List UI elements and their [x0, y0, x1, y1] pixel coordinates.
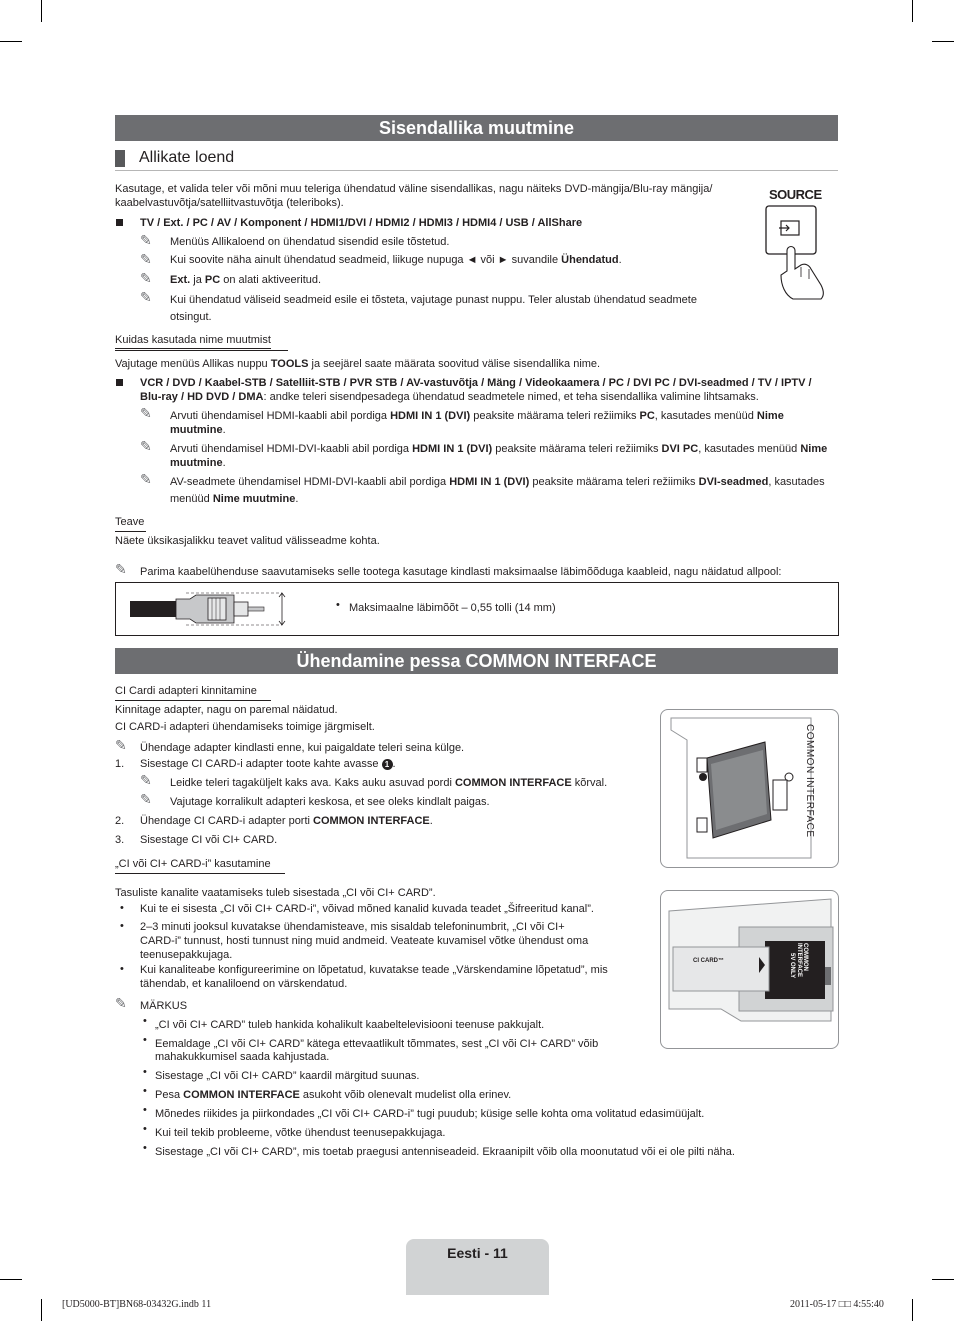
- cable-note: Parima kaabelühenduse saavutamiseks selle tootega kasutage kindlasti maksimaalse läbimõõduga kaableid, nagu näidatud allpool:: [140, 566, 782, 578]
- remark: Pesa COMMON INTERFACE asukoht võib olenevalt mudelist olla erinev.: [155, 1089, 512, 1101]
- use-bullet-cont: tähendab, et kanaliloend on värskendatud.: [140, 978, 348, 990]
- use-bullet-cont: teenusepakkujaga.: [140, 949, 233, 961]
- section-title-input-source: Sisendallika muutmine: [115, 115, 838, 141]
- bullet-dot: •: [143, 1123, 147, 1135]
- step-3: Sisestage CI või CI+ CARD.: [140, 834, 278, 846]
- note-text: Kui ühendatud väliseid seadmeid esile ei tõsteta, vajutage punast nuppu. Teler alustab ühendatud seadmete: [170, 294, 697, 306]
- rename-note-1: Arvuti ühendamisel HDMI-kaabli abil pordiga HDMI IN 1 (DVI) peaksite määrama teleri režiimiks PC, kasutades menüüd Nime: [170, 410, 784, 422]
- heading-underline: [115, 873, 285, 874]
- source-list: TV / Ext. / PC / AV / Komponent / HDMI1/DVI / HDMI2 / HDMI3 / HDMI4 / USB / AllShare: [140, 217, 583, 229]
- intro-line-1: Kasutage, et valida teler või mõni muu teleriga ühendatud väline sisendallikas, nagu näiteks DVD-mängija/Blu-ray mängija/: [115, 183, 713, 195]
- note-icon: ✎: [140, 438, 152, 454]
- bullet-dot: •: [143, 1066, 147, 1078]
- note-text: Kui soovite näha ainult ühendatud seadmeid, liikuge nupuga ◄ või ► suvandile Ühendatud.: [170, 254, 622, 266]
- remark: Kui teil tekib probleeme, võtke ühendust teenusepakkujaga.: [155, 1127, 446, 1139]
- heading-underline: [115, 531, 146, 532]
- page-label: Eesti - 11: [447, 1245, 508, 1261]
- ci-card-illustration: [661, 891, 838, 1048]
- bullet-dot: •: [336, 599, 340, 611]
- use-bullet: Kui te ei sisesta „CI või CI+ CARD-i”, võivad mõned kanalid kuvada teadet „Šifreeritud kanal”.: [140, 903, 594, 915]
- step-1-note-2: Vajutage korralikult adapteri keskosa, et see oleks kindlalt paigas.: [170, 796, 490, 808]
- note-icon: ✎: [115, 995, 127, 1011]
- ci-card-diagram: [660, 890, 839, 1049]
- rename-note-2-cont: muutmine.: [170, 457, 226, 469]
- note-text: Ext. ja PC on alati aktiveeritud.: [170, 274, 322, 286]
- cable-icon: [130, 589, 290, 629]
- crop-mark: [932, 41, 954, 42]
- source-button-illustration: [765, 185, 835, 300]
- info-heading: Teave: [115, 516, 145, 528]
- step-number: 2.: [115, 815, 125, 827]
- remark: „CI või CI+ CARD” tuleb hankida kohalikult kaabeltelevisiooni teenuse pakkujalt.: [155, 1019, 545, 1031]
- bullet-dot: •: [143, 1142, 147, 1154]
- remark: Sisestage „CI või CI+ CARD” kaardil märgitud suunas.: [155, 1070, 420, 1082]
- subsection-title: Allikate loend: [139, 149, 235, 166]
- step-1: Sisestage CI CARD-i adapter toote kahte avasse 1 .: [140, 758, 396, 770]
- ci-port-label: COMMON INTERFACE: [796, 943, 808, 978]
- bullet-dot: •: [120, 963, 124, 975]
- crop-mark: [41, 0, 42, 22]
- note-icon: ✎: [140, 270, 152, 286]
- cable-spec: Maksimaalne läbimõõt – 0,55 tolli (14 mm): [349, 602, 556, 614]
- use-bullet-cont: CARD-i” tunnust, hosti tunnust ning muid andmeid. Veateate kuvamisel võtke ühendust oma: [140, 935, 589, 947]
- crop-mark: [0, 41, 22, 42]
- note-icon: ✎: [140, 772, 152, 788]
- remark-label: MÄRKUS: [140, 1000, 188, 1012]
- source-button-icon: [765, 205, 835, 300]
- step-2: Ühendage CI CARD-i adapter porti COMMON INTERFACE.: [140, 815, 433, 827]
- remark-cont: mahakukkumisel saada kahjustada.: [155, 1051, 330, 1063]
- note-icon: ✎: [115, 737, 127, 753]
- note-icon: ✎: [140, 791, 152, 807]
- rename-note-3-cont: menüüd Nime muutmine.: [170, 493, 299, 505]
- device-list-cont: Blu-ray / HD DVD / DMA: andke teleri sisendpesadega ühendatud seadmetele nimed, et teha sisendallika valimine lihtsamaks.: [140, 391, 759, 403]
- note-icon: ✎: [140, 289, 152, 305]
- use-bullet: 2–3 minuti jooksul kuvatakse ühendamisteave, mis sisaldab telefoninumbrit, „CI või CI+: [140, 921, 565, 933]
- cable-spec-box: [115, 582, 839, 636]
- note-icon: ✎: [140, 405, 152, 421]
- remark: Mõnedes riikides ja piirkondades „CI või CI+ CARD-i” tugi puudub; küsige selle kohta oma volitatud edasimüüjalt.: [155, 1108, 705, 1120]
- use-intro: Tasuliste kanalite vaatamiseks tuleb sisestada „CI või CI+ CARD”.: [115, 887, 436, 899]
- rename-note-3: AV-seadmete ühendamisel HDMI-DVI-kaabli abil pordiga HDMI IN 1 (DVI) peaksite määrama teleri režiimiks DVI-seadmed, kasutades: [170, 476, 825, 488]
- crop-mark: [912, 0, 913, 22]
- bullet-dot: •: [143, 1104, 147, 1116]
- bullet-dot: •: [120, 902, 124, 914]
- ci-card-label: CI CARD™: [693, 958, 724, 964]
- remark: Eemaldage „CI või CI+ CARD” kätega ettevaatlikult tõmmates, sest „CI või CI+ CARD” võib: [155, 1038, 599, 1050]
- note-text: Menüüs Allikaloend on ühendatud sisendid esile tõstetud.: [170, 236, 450, 248]
- bullet-dot: •: [143, 1085, 147, 1097]
- step-badge: 1: [382, 759, 393, 770]
- subsection-marker: [115, 150, 125, 167]
- note-icon: ✎: [140, 471, 152, 487]
- device-list: VCR / DVD / Kaabel-STB / Satelliit-STB / PVR STB / AV-vastuvõtja / Mäng / Videokaamera / PC / DVI PC / DVI-seadmed / TV / IPTV /: [140, 377, 812, 389]
- crop-mark: [41, 1299, 42, 1321]
- step-1-note-1: Leidke teleri tagaküljelt kaks ava. Kaks auku asuvad pordi COMMON INTERFACE kõrval.: [170, 777, 608, 789]
- rename-note-2: Arvuti ühendamisel HDMI-DVI-kaabli abil pordiga HDMI IN 1 (DVI) peaksite määrama teleri režiimiks DVI PC, kasutades menüüd Nime: [170, 443, 828, 455]
- attach-text-2: CI CARD-i adapteri ühendamiseks toimige järgmiselt.: [115, 721, 375, 733]
- ci-adapter-diagram: [660, 709, 839, 868]
- use-bullet: Kui kanaliteabe konfigureerimine on lõpetatud, kuvatakse teade „Värskendamine lõpetatud”, mis: [140, 964, 608, 976]
- date-info: 2011-05-17 □□ 4:55:40: [790, 1299, 884, 1310]
- file-info: [UD5000-BT]BN68-03432G.indb 11: [62, 1299, 212, 1310]
- rename-note-1-cont: muutmine.: [170, 424, 226, 436]
- use-heading: „CI või CI+ CARD-i” kasutamine: [115, 858, 271, 870]
- step-number: 1.: [115, 758, 125, 770]
- note-text-cont: otsingut.: [170, 311, 212, 323]
- source-button-label: SOURCE: [769, 187, 822, 202]
- heading-underline: [115, 350, 288, 351]
- attach-heading: CI Cardi adapteri kinnitamine: [115, 685, 257, 697]
- note-icon: ✎: [140, 232, 152, 248]
- page-number-tab: [406, 1239, 549, 1295]
- bullet-square: [116, 219, 123, 226]
- attach-note: Ühendage adapter kindlasti enne, kui paigaldate teleri seina külge.: [140, 742, 465, 754]
- rename-intro: Vajutage menüüs Allikas nuppu TOOLS ja seejärel saate määrata soovitud välise sisendallika nime.: [115, 358, 601, 370]
- crop-mark: [912, 1299, 913, 1321]
- subsection-source-list: [115, 148, 838, 171]
- heading-underline: [115, 700, 271, 701]
- rename-heading: Kuidas kasutada nime muutmist: [115, 333, 271, 347]
- bullet-square: [116, 379, 123, 386]
- crop-mark: [932, 1279, 954, 1280]
- note-icon: ✎: [115, 561, 127, 577]
- crop-mark: [0, 1279, 22, 1280]
- note-icon: ✎: [140, 251, 152, 267]
- bullet-dot: •: [143, 1015, 147, 1027]
- bullet-dot: •: [143, 1034, 147, 1046]
- ci-port-label: COMMON INTERFACE: [804, 724, 815, 838]
- step-number: 3.: [115, 834, 125, 846]
- bullet-dot: •: [120, 920, 124, 932]
- 5v-only-label: 5V ONLY: [789, 953, 795, 979]
- attach-text-1: Kinnitage adapter, nagu on paremal näidatud.: [115, 704, 338, 716]
- remark: Sisestage „CI või CI+ CARD”, mis toetab praegusi antenniseadeid. Ekraanipilt võib olla moonutatud või ei ole pilti näha.: [155, 1146, 735, 1158]
- section-title-common-interface: Ühendamine pessa COMMON INTERFACE: [115, 648, 838, 674]
- info-text: Näete üksikasjalikku teavet valitud välisseadme kohta.: [115, 535, 380, 547]
- intro-line-2: kaabelvastuvõtja/satelliitvastuvõtja (teleriboks).: [115, 197, 344, 209]
